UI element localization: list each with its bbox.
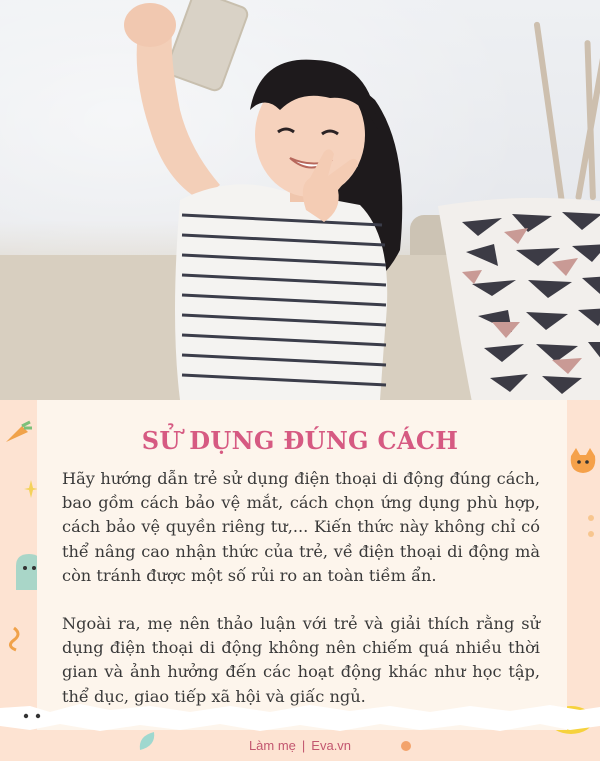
footer-separator: | bbox=[301, 738, 306, 753]
sparkle-doodle-icon bbox=[24, 480, 38, 498]
patterned-cushion bbox=[432, 192, 600, 400]
card-body bbox=[62, 467, 540, 733]
paragraph: Ngoài ra, mẹ nên thảo luận với trẻ và giải thích rằng sử dụng điện thoại di động không nên chiếm quá nhiều thời gian và ảnh hưởng đến các hoạt động khác như học tập, thể dục, giao tiếp xã hội và giấc ngủ. bbox=[62, 614, 540, 706]
footer-section: Làm mẹ bbox=[248, 738, 296, 753]
child-figure bbox=[110, 0, 440, 400]
squiggle-doodle-icon bbox=[4, 626, 24, 652]
footer-credit bbox=[0, 738, 600, 753]
paragraph: Hãy hướng dẫn trẻ sử dụng điện thoại di động đúng cách, bao gồm cách bảo vệ mắt, cách chọn ứng dụng phù hợp, cách bảo vệ quyền riêng tư,... Kiến thức này không chỉ có thể nâng cao nhận thức của trẻ, về điện thoại di động mà còn tránh được một số rủi ro an toàn tiềm ẩn. bbox=[62, 469, 540, 585]
torn-paper-edge bbox=[0, 700, 600, 736]
card-title: SỬ DỤNG ĐÚNG CÁCH bbox=[141, 426, 459, 455]
footer-brand: Eva.vn bbox=[311, 738, 352, 753]
dots-doodle-icon bbox=[584, 512, 598, 542]
